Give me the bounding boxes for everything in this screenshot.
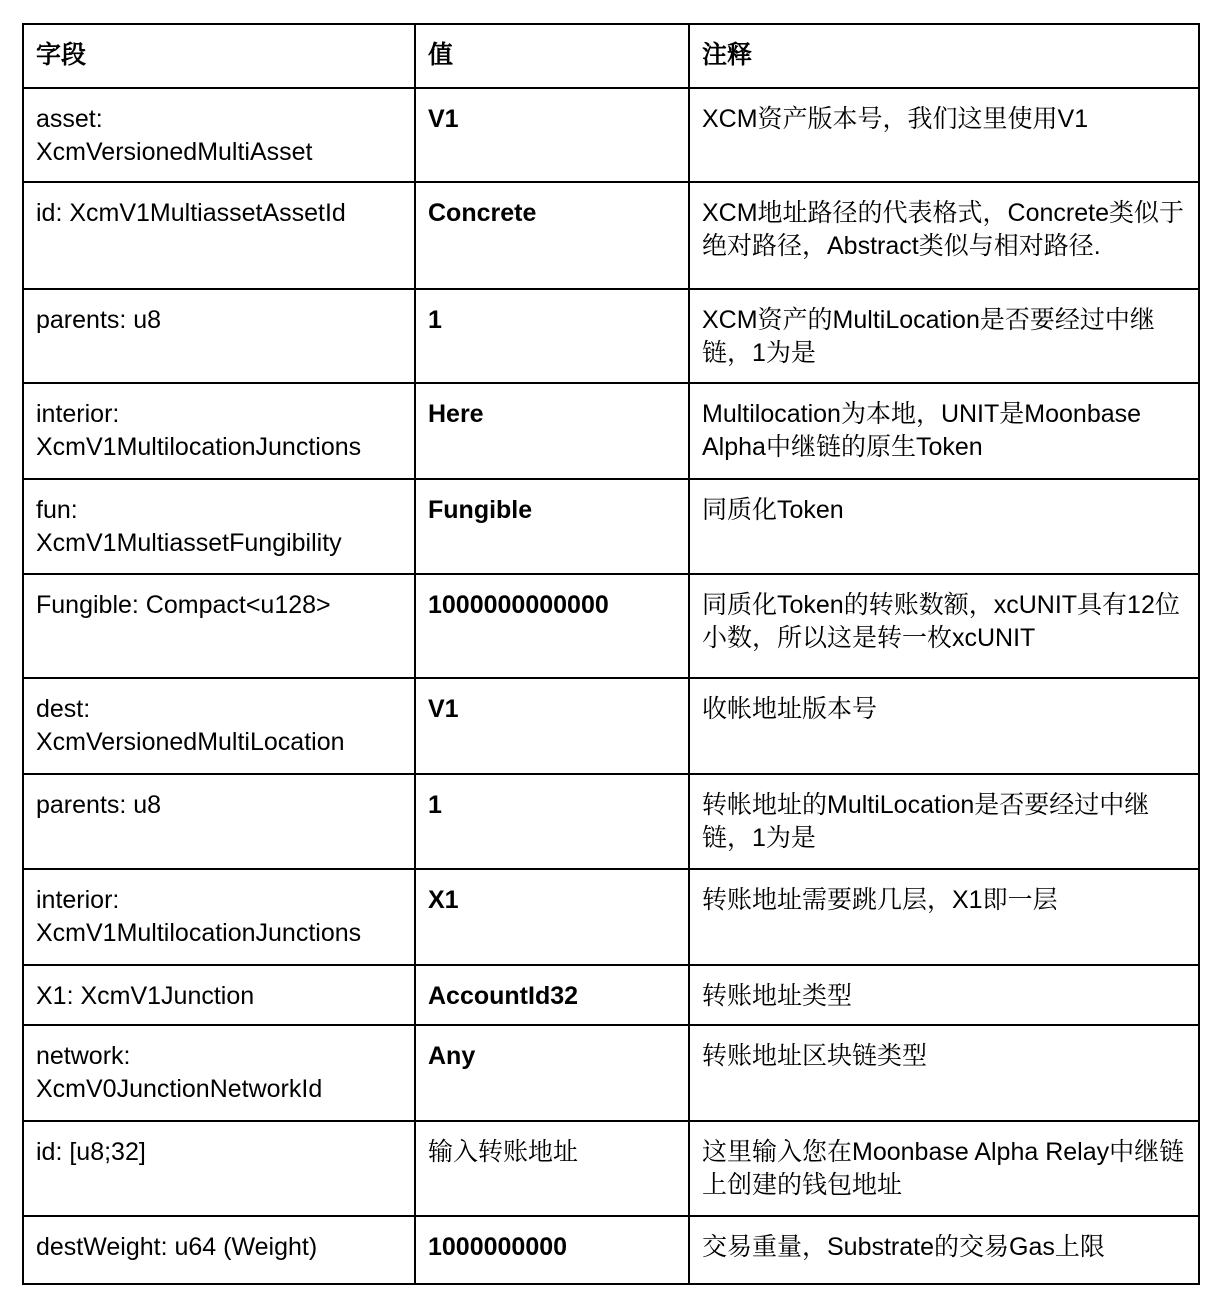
field-name: X1: XcmV1Junction (36, 982, 255, 1010)
field-type: XcmVersionedMultiAsset (36, 138, 313, 166)
table-row (23, 774, 1199, 869)
field-cell (23, 678, 415, 774)
field-type: XcmV1MultilocationJunctions (36, 919, 362, 947)
value-cell: 1000000000000 (415, 574, 689, 678)
value-cell: Fungible (415, 479, 689, 574)
field-name: asset: (36, 105, 103, 133)
field-name: Fungible: Compact<u128> (36, 591, 331, 619)
field-type: XcmV0JunctionNetworkId (36, 1075, 323, 1103)
field-name: parents: u8 (36, 791, 162, 819)
table-row (23, 869, 1199, 965)
note-cell: XCM资产的MultiLocation是否要经过中继链，1为是 (689, 289, 1199, 383)
field-name: parents: u8 (36, 306, 162, 334)
field-cell (23, 869, 415, 965)
value-cell: 1 (415, 774, 689, 869)
header-note: 注释 (689, 24, 1199, 88)
table-row (23, 1025, 1199, 1121)
note-cell: 同质化Token (689, 479, 1199, 574)
table-row (23, 965, 1199, 1025)
table-row (23, 678, 1199, 774)
note-cell: 同质化Token的转账数额，xcUNIT具有12位小数，所以这是转一枚xcUNIT (689, 574, 1199, 678)
note-cell: 转账地址需要跳几层，X1即一层 (689, 869, 1199, 965)
value-cell: 1 (415, 289, 689, 383)
table-row (23, 182, 1199, 289)
note-cell: XCM地址路径的代表格式，Concrete类似于绝对路径，Abstract类似与相对路径. (689, 182, 1199, 289)
field-cell (23, 1216, 415, 1284)
table-row (23, 289, 1199, 383)
value-cell: AccountId32 (415, 965, 689, 1025)
note-cell: 交易重量，Substrate的交易Gas上限 (689, 1216, 1199, 1284)
note-cell: 转账地址类型 (689, 965, 1199, 1025)
note-cell: 收帐地址版本号 (689, 678, 1199, 774)
field-cell (23, 88, 415, 182)
note-cell: Multilocation为本地，UNIT是Moonbase Alpha中继链的原生Token (689, 383, 1199, 479)
value-cell: V1 (415, 678, 689, 774)
note-cell: 转帐地址的MultiLocation是否要经过中继链，1为是 (689, 774, 1199, 869)
field-name: id: [u8;32] (36, 1138, 146, 1166)
value-cell: Here (415, 383, 689, 479)
table-row (23, 1216, 1199, 1284)
note-cell: XCM资产版本号，我们这里使用V1 (689, 88, 1199, 182)
table-row (23, 383, 1199, 479)
field-cell (23, 289, 415, 383)
table-row (23, 88, 1199, 182)
field-cell (23, 479, 415, 574)
field-cell (23, 774, 415, 869)
header-value: 值 (415, 24, 689, 88)
field-name: destWeight: u64 (Weight) (36, 1233, 318, 1261)
value-cell: Concrete (415, 182, 689, 289)
value-cell: X1 (415, 869, 689, 965)
field-cell (23, 1121, 415, 1216)
header-field: 字段 (23, 24, 415, 88)
value-cell: 1000000000 (415, 1216, 689, 1284)
xcm-parameters-table (22, 23, 1200, 1285)
table-row (23, 574, 1199, 678)
field-cell (23, 182, 415, 289)
field-cell (23, 383, 415, 479)
table-row (23, 479, 1199, 574)
field-type: XcmV1MultiassetFungibility (36, 529, 342, 557)
value-cell: Any (415, 1025, 689, 1121)
note-cell: 这里输入您在Moonbase Alpha Relay中继链上创建的钱包地址 (689, 1121, 1199, 1216)
field-type: XcmV1MultilocationJunctions (36, 433, 362, 461)
field-cell (23, 965, 415, 1025)
field-name: dest: (36, 695, 91, 723)
table-header-row (23, 24, 1199, 88)
field-name: id: XcmV1MultiassetAssetId (36, 199, 346, 227)
field-cell (23, 574, 415, 678)
value-cell: V1 (415, 88, 689, 182)
field-type: XcmVersionedMultiLocation (36, 728, 345, 756)
note-cell: 转账地址区块链类型 (689, 1025, 1199, 1121)
field-name: interior: (36, 400, 120, 428)
table-row (23, 1121, 1199, 1216)
value-cell: 输入转账地址 (415, 1121, 689, 1216)
field-name: interior: (36, 886, 120, 914)
field-cell (23, 1025, 415, 1121)
field-name: network: (36, 1042, 131, 1070)
field-name: fun: (36, 496, 78, 524)
